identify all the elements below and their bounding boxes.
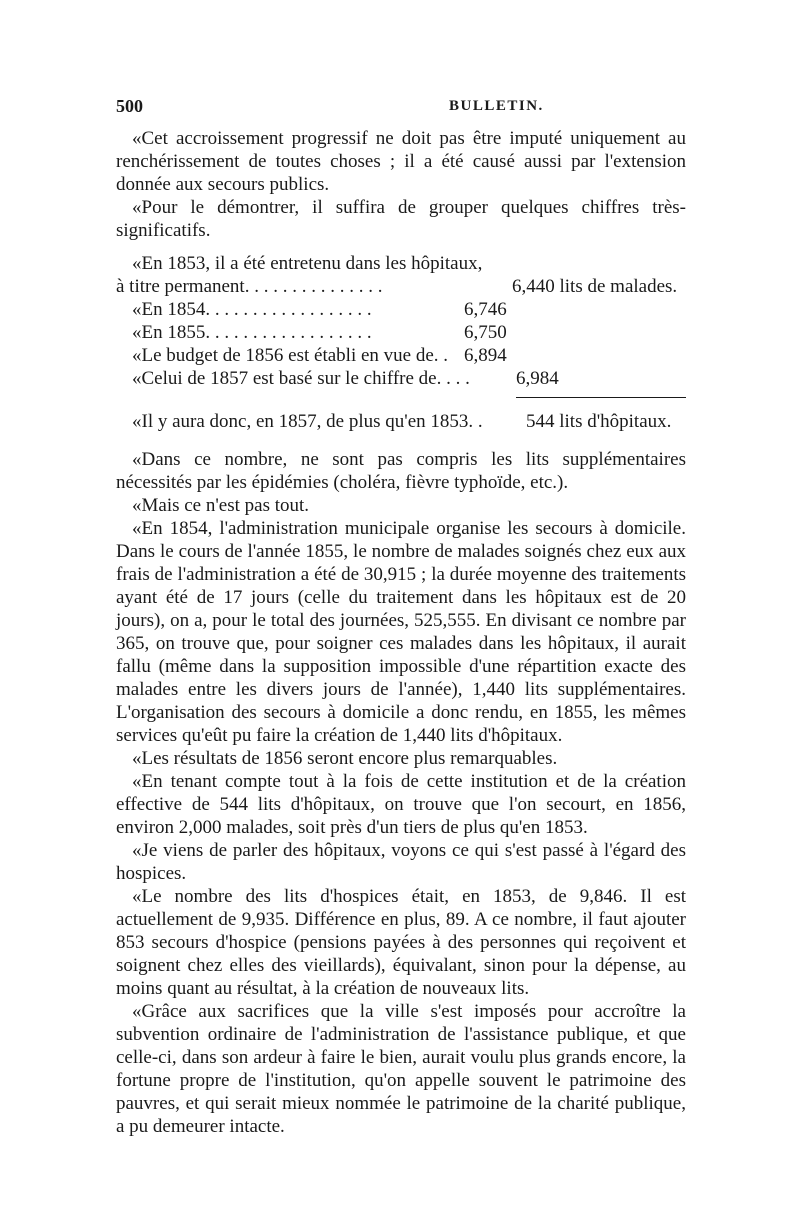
row-label: «En 1855. . . . . . . . . . . . . . . . . . xyxy=(132,322,372,343)
total-line xyxy=(116,410,686,433)
table-intro: «En 1853, il a été entretenu dans les hôpitaux, xyxy=(132,253,483,274)
opening-paragraphs xyxy=(116,127,686,242)
paragraph: «Mais ce n'est pas tout. xyxy=(132,495,310,516)
paragraph: «Le nombre des lits d'hospices était, en 1853, de 9,846. Il est actuellement de 9,935. Différence en plus, 89. A ce nombre, il faut ajouter 853 secours d'hospice (pensions payées à des personnes qui reçoivent et soignent chez elles des vieillards), équivalant, sinon pour la dépense, au moins quant au résultat, à la création de nouveaux lits. xyxy=(116,886,686,999)
table-row xyxy=(116,367,686,390)
table-row xyxy=(116,275,686,298)
row-label: «Celui de 1857 est basé sur le chiffre de. . . . xyxy=(132,368,470,389)
paragraph: «Les résultats de 1856 seront encore plus remarquables. xyxy=(132,748,558,769)
row-value: 6,750 xyxy=(464,322,507,343)
sum-rule xyxy=(516,397,686,398)
table-row xyxy=(116,252,686,275)
paragraph: «Pour le démontrer, il suffira de grouper quelques chiffres très-significatifs. xyxy=(116,197,686,241)
row-value: 6,440 lits de malades. xyxy=(512,276,678,297)
row-label: «Le budget de 1856 est établi en vue de. . xyxy=(132,345,449,366)
table-row xyxy=(116,344,686,367)
hospital-beds-table xyxy=(116,252,686,390)
row-label: «En 1854. . . . . . . . . . . . . . . . . . xyxy=(132,299,372,320)
row-value: 6,894 xyxy=(464,345,507,366)
paragraph: «Dans ce nombre, ne sont pas compris les lits supplémentaires nécessités par les épidémies (choléra, fièvre typhoïde, etc.). xyxy=(116,449,686,493)
paragraph: «Cet accroissement progressif ne doit pas être imputé uniquement au renchérissement de toutes choses ; il a été causé aussi par l'extension donnée aux secours publics. xyxy=(116,128,686,195)
paragraph: «En tenant compte tout à la fois de cette institution et de la création effective de 544 lits d'hôpitaux, on trouve que l'on secourt, en 1856, environ 2,000 malades, soit près d'un tiers de plus qu'en 1853. xyxy=(116,771,686,838)
total-value: 544 lits d'hôpitaux. xyxy=(526,411,672,432)
paragraph: «En 1854, l'administration municipale organise les secours à domicile. Dans le cours de l'année 1855, le nombre de malades soignés chez eux aux frais de l'administration a été de 30,915 ; la durée moyenne des traitements ayant été de 17 jours (celle du traitement dans les hôpitaux est de 20 jours), on a, pour le total des journées, 525,555. En divisant ce nombre par 365, on trouve que, pour soigner ces malades dans les hôpitaux, il aurait fallu (même dans la supposition impossible d'une répartition exacte des malades entre les divers jours de l'année), 1,440 lits supplémentaires. L'organisation des secours à domicile a donc rendu, en 1855, les mêmes services qu'eût pu faire la création de 1,440 lits d'hôpitaux. xyxy=(116,518,686,746)
table-row xyxy=(116,298,686,321)
row-label: à titre permanent. . . . . . . . . . . . . . . xyxy=(116,276,383,297)
page-header xyxy=(116,96,686,120)
row-value: 6,746 xyxy=(464,299,507,320)
body-paragraphs xyxy=(116,448,686,1138)
table-row xyxy=(116,321,686,344)
running-title: BULLETIN. xyxy=(449,98,544,114)
page-number: 500 xyxy=(116,96,143,116)
total-label: «Il y aura donc, en 1857, de plus qu'en 1853. . xyxy=(132,411,483,432)
paragraph: «Grâce aux sacrifices que la ville s'est imposés pour accroître la subvention ordinaire de l'administration de l'assistance publique, et que celle-ci, dans son ardeur à faire le bien, aurait voulu plus grands encore, la fortune propre de l'institution, qu'on appelle souvent le patrimoine des pauvres, et qui serait mieux nommée le patrimoine de la charité publique, a pu demeurer intacte. xyxy=(116,1001,686,1137)
row-value: 6,984 xyxy=(516,368,559,389)
table-row xyxy=(116,410,686,433)
paragraph: «Je viens de parler des hôpitaux, voyons ce qui s'est passé à l'égard des hospices. xyxy=(116,840,686,884)
